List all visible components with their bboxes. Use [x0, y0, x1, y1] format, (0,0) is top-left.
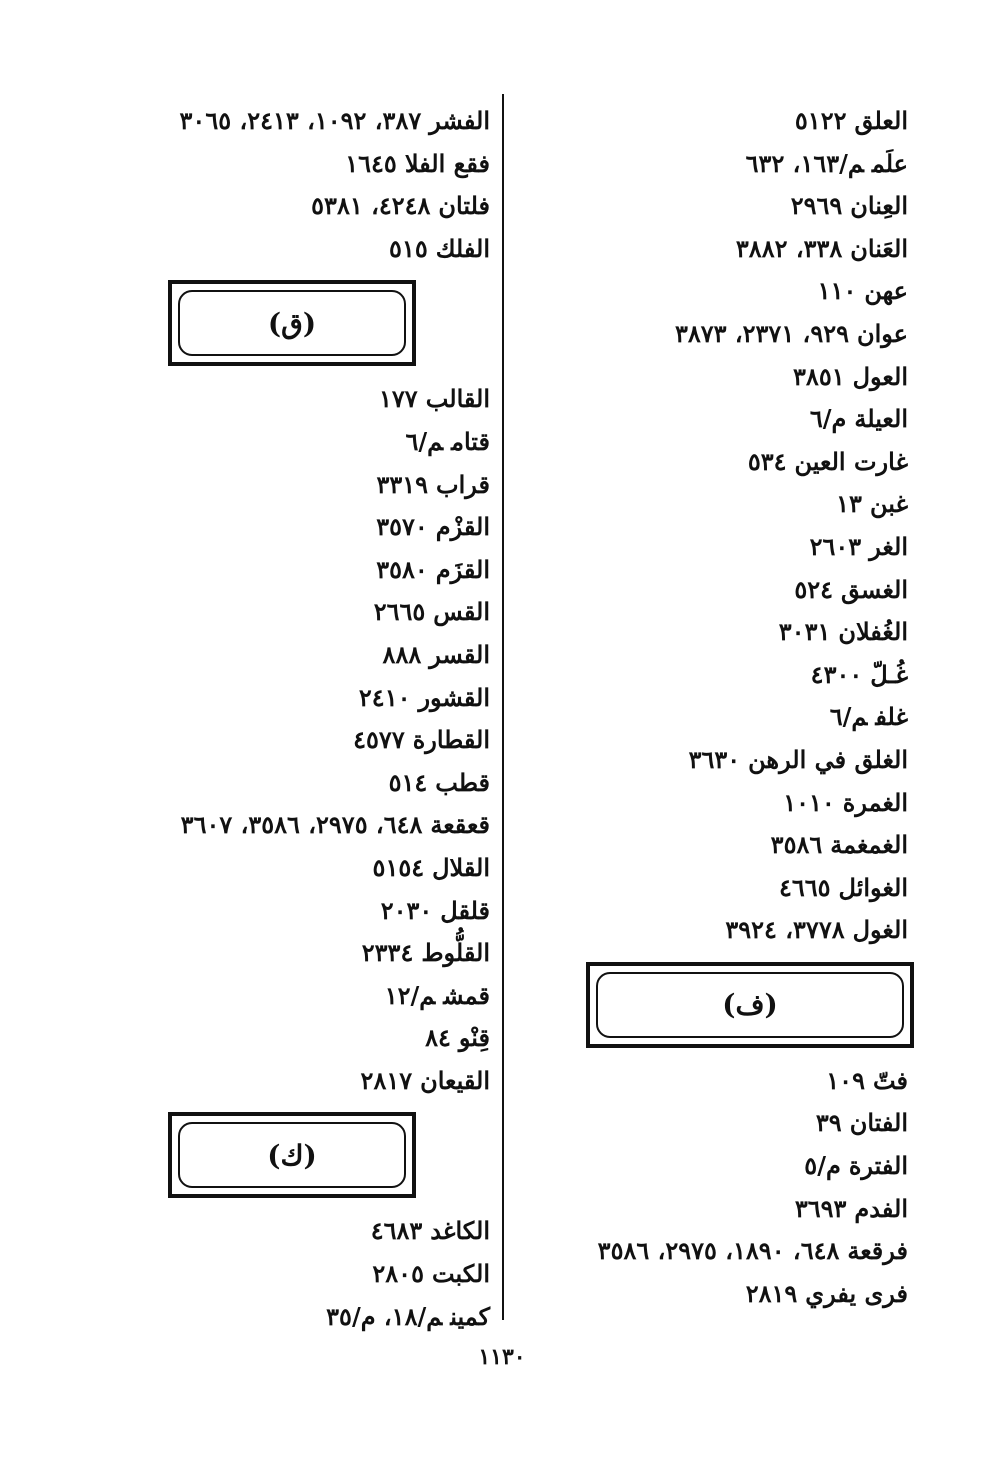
- entry-word: القزْم: [435, 512, 490, 542]
- index-entry: [520, 1060, 908, 1103]
- entry-word: القسر: [429, 639, 490, 669]
- entry-references: ٥١٥: [389, 233, 428, 263]
- entry-references: ١١٠: [817, 276, 857, 306]
- entry-word: فلتان: [438, 191, 490, 221]
- entry-word: قطب: [435, 767, 490, 797]
- index-entry: [520, 867, 908, 910]
- entry-references: ٣٨٧، ١٠٩٢، ٢٤١٣، ٣٠٦٥: [179, 106, 422, 135]
- entry-references: ٨٨٨: [382, 639, 422, 669]
- entry-references: ٦٤٨، ١٨٩٠، ٢٩٧٥، ٣٥٨٦: [597, 1236, 840, 1266]
- index-entry: [96, 228, 490, 271]
- entry-word: الغوائل: [838, 872, 908, 902]
- entry-references: ٤٣٠٠: [810, 659, 863, 689]
- entry-references: ٤٦٨٣: [370, 1216, 423, 1246]
- entry-references: ٢٨٠٥: [372, 1259, 424, 1289]
- entry-references: ١٣: [836, 489, 862, 519]
- entry-word: فقع الفلا: [404, 148, 490, 178]
- index-entry: [520, 782, 908, 825]
- right-entries-bottom: [520, 1060, 908, 1316]
- entry-references: ٢٨١٩: [745, 1278, 798, 1308]
- entry-word: علَم: [871, 148, 908, 178]
- entry-references: ٣٣٨، ٣٨٨٢: [735, 233, 843, 263]
- index-entry: [520, 313, 908, 356]
- section-header-fa-label: (ف): [596, 972, 904, 1038]
- entry-word: العِنان: [850, 191, 908, 221]
- entry-references: ٣٠٣١: [778, 617, 831, 647]
- index-entry: [96, 1060, 490, 1103]
- entry-word: القلُّوط: [421, 938, 490, 968]
- index-entry: [96, 975, 490, 1018]
- index-entry: [520, 739, 908, 782]
- index-entry: [96, 890, 490, 933]
- index-entry: [96, 143, 490, 186]
- index-entry: [520, 185, 908, 228]
- entry-references: ٣٥٧٠: [376, 512, 428, 542]
- entry-word: الفترة: [848, 1151, 908, 1181]
- index-entry: [520, 143, 908, 186]
- index-entry: [96, 506, 490, 549]
- index-entry: [96, 100, 490, 143]
- entry-word: العول: [852, 361, 908, 391]
- left-entries-bottom: [96, 1210, 490, 1338]
- entry-references: ٢٨١٧: [360, 1065, 413, 1095]
- entry-word: القلال: [432, 852, 490, 882]
- entry-word: العيلة: [854, 404, 908, 434]
- index-entry: [520, 270, 908, 313]
- entry-word: الغُفلان: [838, 617, 908, 647]
- index-entry: [520, 824, 908, 867]
- index-entry: [96, 719, 490, 762]
- entry-word: القيعان: [420, 1065, 490, 1095]
- entry-references: ٢٦٦٥: [373, 597, 426, 627]
- entry-references: م/٦: [405, 426, 444, 456]
- index-entry: [96, 1296, 490, 1339]
- entry-word: القطارة: [412, 725, 490, 755]
- entry-word: الغول: [852, 915, 908, 945]
- entry-references: ٩٢٩، ٢٣٧١، ٣٨٧٣: [674, 318, 849, 348]
- entry-references: ٤٥٧٧: [353, 725, 405, 755]
- entry-references: ٦٤٨، ٢٩٧٥، ٣٥٨٦، ٣٦٠٧: [180, 810, 423, 840]
- entry-references: م/١٦٣، ٦٣٢: [745, 148, 864, 178]
- entry-word: الغمرة: [842, 787, 908, 817]
- entry-word: غلف: [875, 702, 908, 732]
- index-entry: [520, 909, 908, 952]
- entry-references: ٨٤: [425, 1023, 451, 1053]
- entry-references: ٤٦٦٥: [778, 872, 831, 902]
- entry-word: عوان: [856, 318, 908, 348]
- entry-word: القشور: [418, 682, 490, 712]
- index-entry: [96, 677, 490, 720]
- entry-references: ٣٦٣٠: [688, 744, 741, 774]
- entry-references: ٣٩: [815, 1108, 842, 1138]
- index-entry: [96, 421, 490, 464]
- section-header-qaf: [168, 280, 416, 366]
- entry-word: فتّ: [872, 1065, 908, 1095]
- index-entry: [520, 356, 908, 399]
- entry-word: الغر: [869, 531, 908, 561]
- entry-references: م/١٢: [384, 980, 436, 1010]
- index-entry: [520, 100, 908, 143]
- entry-references: ١٠١٠: [783, 787, 835, 817]
- index-entry: [520, 526, 908, 569]
- entry-references: ٤٢٤٨، ٥٣٨١: [311, 191, 431, 221]
- section-header-fa: [586, 962, 914, 1048]
- index-entry: [96, 1210, 490, 1253]
- entry-word: الفلك: [435, 233, 490, 263]
- entry-references: ٣٦٩٣: [794, 1193, 847, 1223]
- left-entries-middle: [96, 378, 490, 1102]
- entry-references: ٣٨٥١: [793, 361, 845, 391]
- index-entry: [96, 762, 490, 805]
- entry-references: ٢٠٣٠: [380, 895, 433, 925]
- section-header-kaf: [168, 1112, 416, 1198]
- entry-word: القس: [433, 597, 490, 627]
- index-entry: [520, 1102, 908, 1145]
- right-column: [520, 100, 908, 1315]
- entry-references: ٢٣٣٤: [361, 938, 414, 968]
- index-entry: [520, 228, 908, 271]
- index-entry: [96, 1017, 490, 1060]
- index-entry: [520, 483, 908, 526]
- entry-word: الغمغمة: [830, 830, 908, 860]
- index-entry: [96, 847, 490, 890]
- entry-references: ٣٥٨٠: [376, 554, 428, 584]
- index-entry: [96, 804, 490, 847]
- entry-word: الغسق: [841, 574, 908, 604]
- entry-word: غبن: [869, 489, 908, 519]
- index-entry: [520, 1273, 908, 1316]
- entry-references: ٣٣١٩: [376, 469, 429, 499]
- index-entry: [520, 696, 908, 739]
- index-entry: [520, 569, 908, 612]
- section-header-qaf-label: (ق): [178, 290, 406, 356]
- page-number: ١١٣٠: [478, 1344, 526, 1370]
- entry-references: م/٦: [809, 404, 847, 434]
- index-entry: [520, 1145, 908, 1188]
- entry-word: غُـلّ: [870, 659, 908, 689]
- entry-word: قتام: [451, 426, 490, 456]
- entry-references: م/٥: [804, 1151, 841, 1181]
- entry-references: ١٦٤٥: [345, 148, 397, 178]
- entry-word: غارت العين: [794, 446, 908, 476]
- index-entry: [96, 932, 490, 975]
- index-entry: [520, 398, 908, 441]
- entry-references: ٥٣٤: [747, 446, 787, 476]
- entry-word: فرقعة: [847, 1236, 908, 1266]
- left-column: [96, 100, 490, 1338]
- index-entry: [520, 441, 908, 484]
- index-entry: [96, 591, 490, 634]
- entry-word: الغلق في الرهن: [748, 744, 908, 774]
- section-header-kaf-label: (ك): [178, 1122, 406, 1188]
- entry-word: الفشر: [429, 106, 490, 135]
- entry-references: ٢٦٠٣: [809, 531, 862, 561]
- entry-references: ٥١٢٢: [794, 106, 847, 135]
- index-entry: [96, 549, 490, 592]
- entry-references: ٥٢٤: [794, 574, 834, 604]
- index-entry: [96, 464, 490, 507]
- entry-word: الكبت: [431, 1259, 490, 1289]
- entry-references: ٣٥٨٦: [770, 830, 823, 860]
- entry-word: الفتان: [849, 1108, 908, 1138]
- entry-word: قراب: [436, 469, 490, 499]
- entry-word: العلق: [854, 106, 908, 135]
- entry-references: ٣٧٧٨، ٣٩٢٤: [725, 915, 845, 945]
- index-entry: [520, 654, 908, 697]
- entry-references: م/٦: [829, 702, 868, 732]
- entry-word: فرى يفري: [805, 1278, 908, 1308]
- index-entry: [520, 1188, 908, 1231]
- entry-references: ٢٩٦٩: [790, 191, 843, 221]
- entry-word: القالب: [425, 384, 490, 414]
- entry-references: ١٠٩: [826, 1065, 865, 1095]
- right-entries-top: [520, 100, 908, 952]
- entry-word: قِنْو: [458, 1023, 490, 1053]
- entry-word: كمين: [450, 1301, 490, 1331]
- index-entry: [520, 611, 908, 654]
- entry-word: الكاغد: [430, 1216, 490, 1246]
- entry-references: م/١٨، م/٣٥: [326, 1301, 443, 1331]
- entry-references: ٢٤١٠: [358, 682, 411, 712]
- entry-word: الفدم: [854, 1193, 908, 1223]
- entry-word: القزَم: [435, 554, 490, 584]
- entry-word: العَنان: [850, 233, 908, 263]
- index-entry: [96, 378, 490, 421]
- entry-word: قمش: [443, 980, 490, 1010]
- index-entry: [96, 634, 490, 677]
- left-entries-top: [96, 100, 490, 270]
- index-entry: [520, 1230, 908, 1273]
- entry-references: ٥١٥٤: [372, 852, 425, 882]
- entry-word: قعقعة: [430, 810, 490, 840]
- entry-references: ١٧٧: [379, 384, 418, 414]
- entry-references: ٥١٤: [388, 767, 428, 797]
- entry-word: قلقل: [440, 895, 490, 925]
- entry-word: عهن: [864, 276, 908, 306]
- index-entry: [96, 1253, 490, 1296]
- index-entry: [96, 185, 490, 228]
- column-divider: [502, 94, 504, 1320]
